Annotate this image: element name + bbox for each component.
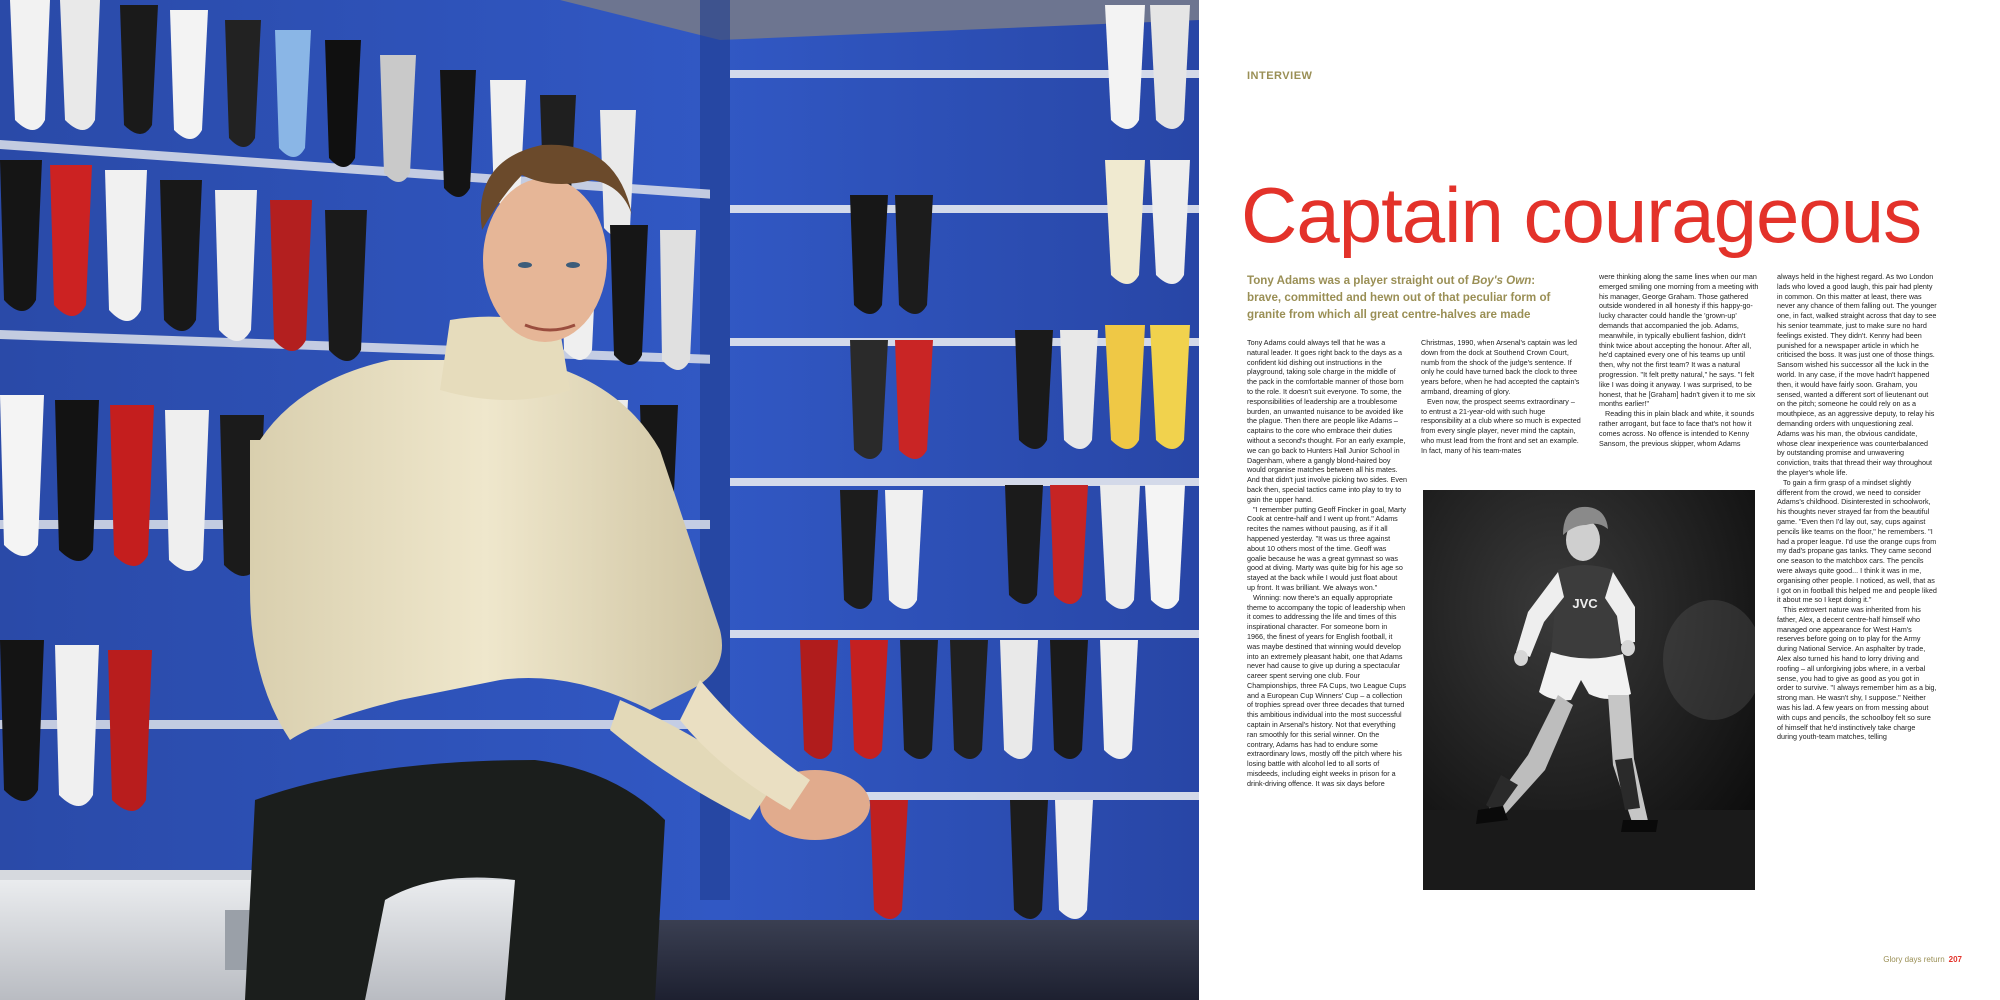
shirt-sponsor-text: JVC: [1572, 596, 1598, 611]
article-headline: Captain courageous: [1241, 171, 1922, 259]
page-footer: [1883, 955, 1962, 964]
article-standfirst: [1247, 272, 1559, 323]
body-paragraph: Tony Adams could always tell that he was a natural leader. It goes right back to the days as a confident kid dishing out instructions in the playground, taking sole charge in the middle of the pack in the comfortable manner of those born to the role. It doesn't suit everyone. To some, the responsibilities of leadership are a troublesome burden, an unwanted nuisance to be avoided like the plague. Then there are people like Adams – captains to the core who embrace their duties without a second's thought. For an early example, we can go back to Hunters Hall Junior School in Dagenham, where a gangly blond-haired boy would organise matches between all his mates. And that didn't just involve picking two sides. Even back then, special tactics came into play to try to gain the upper hand.: [1247, 338, 1407, 504]
article-page: [1199, 0, 2000, 1000]
body-column-2: [1421, 338, 1581, 456]
page-number: 207: [1948, 955, 1962, 964]
body-paragraph: were thinking along the same lines when our man emerged smiling one morning from a meeting with his manager, George Graham. Those gathered outside wondered in all honesty if this happy-go-lucky character could handle the 'grown-up' demands that accompanied the job. Adams, meanwhile, in typically ebullient fashion, didn't think twice about accepting the honour. After all, he'd captained every one of his teams up until then, why not the first team? It was a natural progression. "It felt pretty natural," he says. "I felt like I was doing it anyway. I was surprised, to be honest, that he [Graham] hadn't given it to me six months earlier!": [1599, 272, 1759, 409]
body-paragraph: To gain a firm grasp of a mindset slightly different from the crowd, we need to consider Adams's childhood. Disinterested in schoolwork, his thoughts never strayed far from the beautiful game. "Even then I'd lay out, say, cups against pencils like teams on the floor," he remembers. "I had a proper league. I'd use the orange cups from my dad's propane gas tanks. They came second one season to the matchbox cars. The pencils were always quite good... I think it was in me, organising other people. I noticed, as well, that as I got on in football this helped me and people liked it about me so I kept doing it.": [1777, 477, 1937, 605]
section-label: INTERVIEW: [1247, 70, 1313, 82]
standfirst-text-start: Tony Adams was a player straight out of: [1247, 274, 1472, 287]
body-paragraph: Reading this in plain black and white, it sounds rather arrogant, but face to face that's not how it comes across. No offence is intended to Kenny Sansom, the previous skipper, whom Adams: [1599, 409, 1755, 448]
standfirst-text-end: : brave, committed and hewn out of that peculiar form of granite from which all great centre-halves are made: [1247, 274, 1551, 321]
action-photo-player-running: [1423, 490, 1755, 890]
body-paragraph: "I remember putting Geoff Fincker in goal, Marty Cook at centre-half and I went up front." Adams recites the names without pausing, as if it all happened yesterday. "It was us three against about 10 others most of the time. Geoff was goalie because he was a great gymnast so was good at diving. Marty was quite big for his age so stayed at the back while I would just float about up front. It was brilliant. We always won.": [1247, 504, 1407, 592]
running-player-illustration: [1423, 490, 1755, 890]
magazine-name: Glory days return: [1883, 955, 1945, 964]
body-paragraph: Even now, the prospect seems extraordinary – to entrust a 21-year-old with such huge responsibility at a club where so much is expected from every single player, never mind the captain, who must lead from the front and set an example. In fact, many of his team-mates: [1421, 396, 1581, 455]
body-column-4: [1777, 272, 1937, 742]
body-paragraph: Winning: now there's an equally appropriate theme to accompany the topic of leadership when it comes to addressing the life and times of this inspirational character. For someone born in 1966, the finest of years for English football, it was maybe destined that winning would develop into an extremely pleasant habit, one that Adams never had cause to give up during a spectacular career spent serving one club. Four Championships, three FA Cups, two League Cups and a European Cup Winners' Cup – a collection of trophies spread over three decades that turned this ambitious individual into the most successful captain in Arsenal's history. Not that everything ran smoothly for this serial winner. On the contrary, Adams has had to endure some extraordinary lows, mostly off the pitch where his losing battle with alcohol led to all sorts of misdeeds, including eight weeks in prison for a drink-driving offence. It was six days before: [1247, 592, 1407, 788]
body-paragraph: Christmas, 1990, when Arsenal's captain was led down from the dock at Southend Crown Court, numb from the shock of the judge's sentence. If only he could have turned back the clock to three years before, when he had accepted the captain's armband, dreaming of glory.: [1421, 338, 1580, 396]
body-paragraph: This extrovert nature was inherited from his father, Alex, a decent centre-half himself who managed one appearance for West Ham's reserves before going on to play for the Army during National Service. An asphalter by trade, Alex also turned his hand to lorry driving and roofing – all unforgiving jobs where, in a verbal sense, you had to give as good as you got in order to survive. "I always remember him as a big, strong man. He wasn't shy, I suppose." Neither was his lad. A few years on from messing about with cups and pencils, the schoolboy felt so sure of himself that he'd instinctively take charge during youth-team matches, telling: [1777, 605, 1937, 742]
standfirst-italic-title: Boy's Own: [1471, 274, 1532, 287]
body-column-3: [1599, 272, 1759, 448]
body-paragraph: always held in the highest regard. As two London lads who loved a good laugh, this pair had plenty in common. On this matter at least, there was never any chance of them falling out. The younger one, in fact, walked straight across that day to see his senior teammate, just to make sure no hard feelings existed. They didn't. Kenny had been punished for a newspaper article in which he criticised the boss. It was just one of those things. Sansom wished his successor all the luck in the world. In any case, if the move hadn't happened then, it would have fairly soon. Graham, you sensed, wanted a different sort of lieutenant out on the pitch; someone he could rely on as a mouthpiece, as an aggressive deputy, to relay his demanding orders with unquestioning zeal. Adams was his man, the obvious candidate, whose clear inexperience was counterbalanced by outstanding promise and unwavering conviction, traits that thread their way throughout the player's whole life.: [1777, 272, 1937, 477]
body-column-1: [1247, 338, 1407, 789]
